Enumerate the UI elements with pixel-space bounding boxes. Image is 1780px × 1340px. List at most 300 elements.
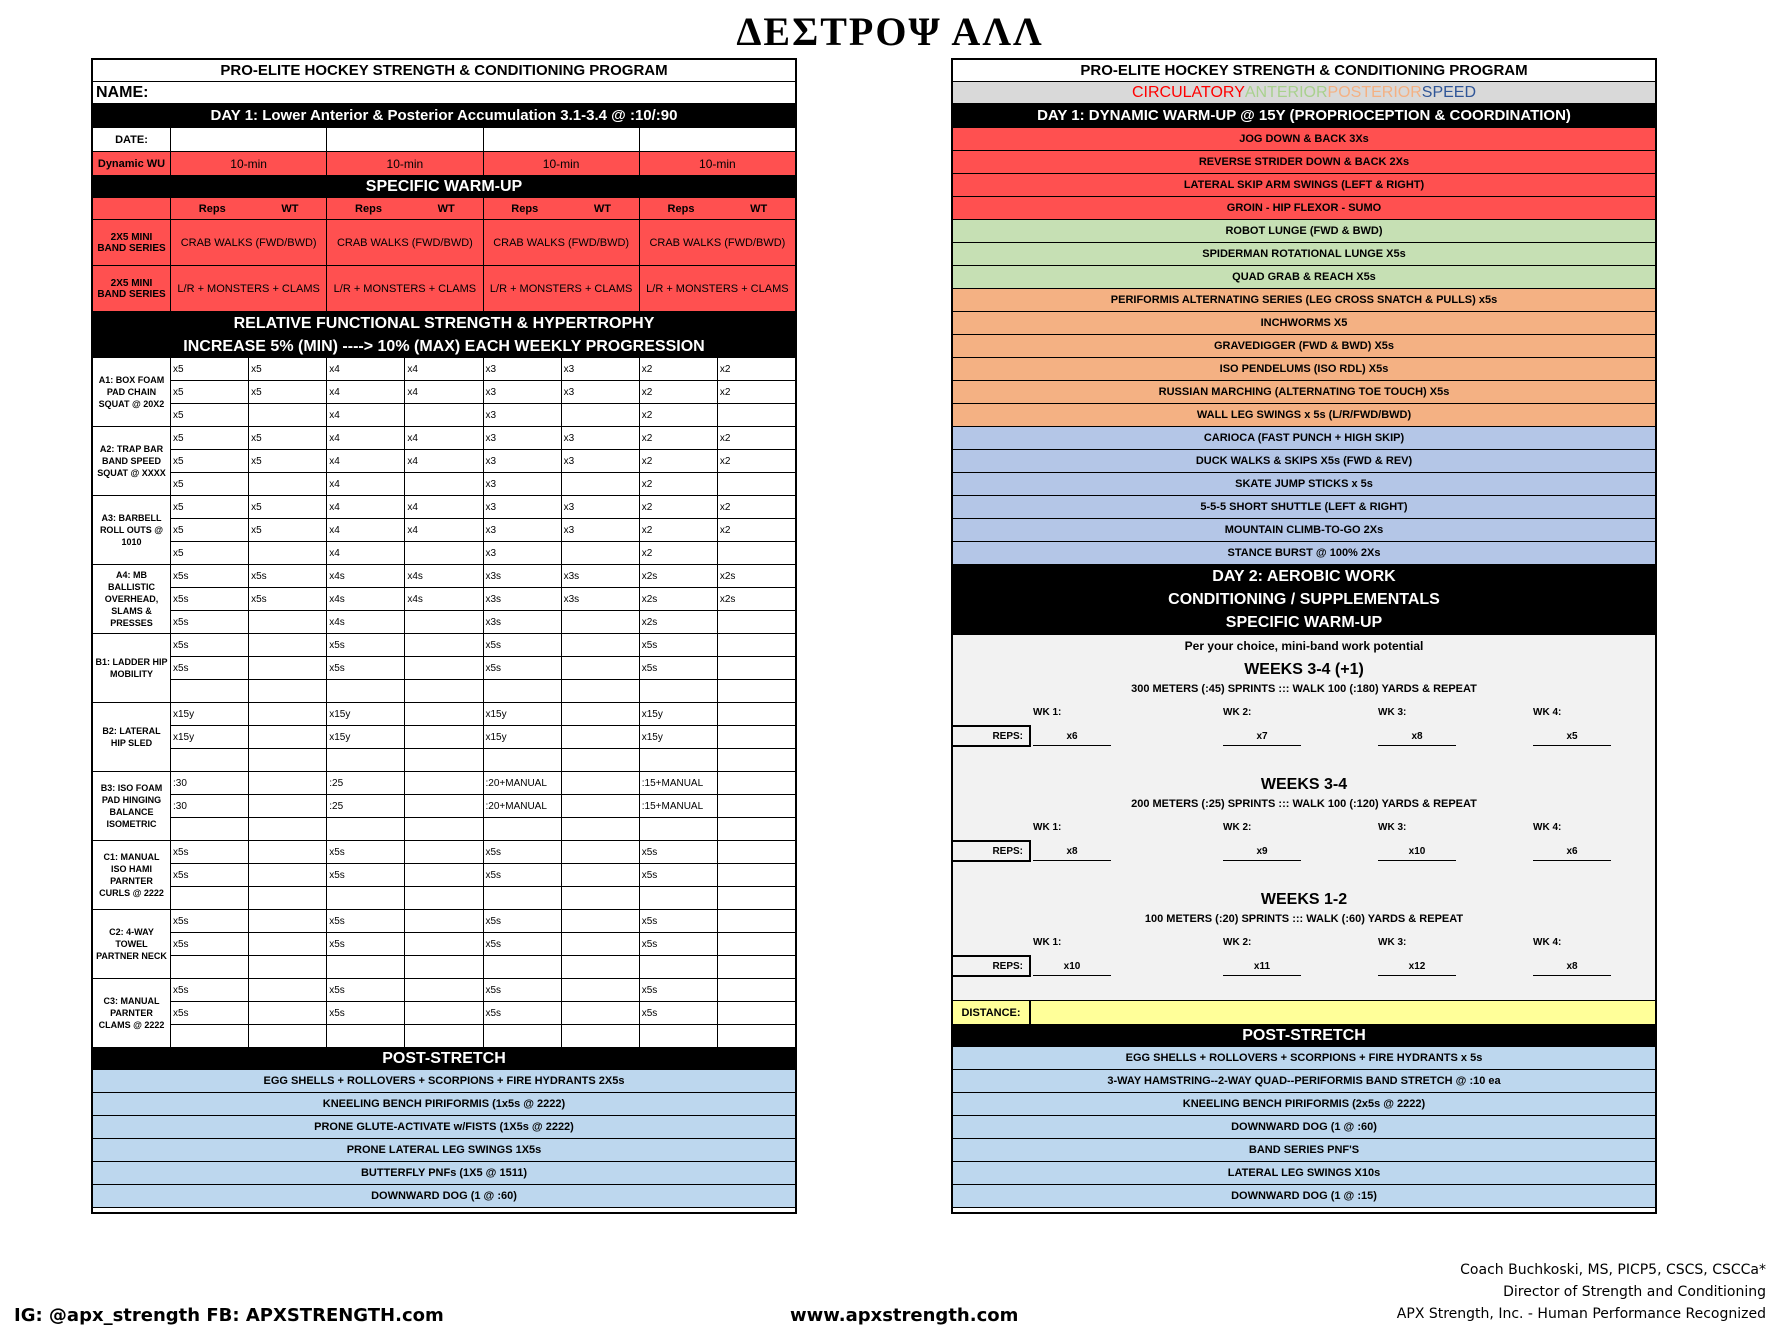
set-cell[interactable] <box>718 634 795 656</box>
set-cell[interactable]: x5 <box>249 519 327 541</box>
set-cell[interactable] <box>405 1002 483 1024</box>
social-handles: IG: @apx_strength FB: APXSTRENGTH.com <box>14 1305 444 1326</box>
set-cell[interactable]: x5s <box>171 1002 249 1024</box>
set-cell[interactable] <box>405 404 483 426</box>
set-cell[interactable]: x4s <box>327 611 405 633</box>
reps-value[interactable]: x6 <box>1033 728 1111 746</box>
set-cell[interactable] <box>562 795 640 817</box>
set-cell[interactable] <box>562 404 640 426</box>
set-cell[interactable]: x3 <box>562 358 640 380</box>
set-cell[interactable] <box>171 956 249 978</box>
set-cell[interactable]: x5s <box>327 933 405 955</box>
set-cell[interactable]: x5 <box>171 519 249 541</box>
set-cell[interactable]: x5s <box>484 634 562 656</box>
set-cell[interactable] <box>249 841 327 863</box>
set-cell[interactable] <box>718 542 795 564</box>
set-cell[interactable]: x4 <box>405 427 483 449</box>
set-cell[interactable]: x5 <box>171 473 249 495</box>
set-cell[interactable] <box>718 473 795 495</box>
set-cell[interactable] <box>718 795 795 817</box>
set-cell[interactable]: x5s <box>484 910 562 932</box>
rfs-header <box>93 312 795 358</box>
set-cell[interactable]: x5 <box>171 542 249 564</box>
set-cell[interactable]: x4 <box>327 358 405 380</box>
set-cell[interactable]: x4 <box>327 381 405 403</box>
set-cell[interactable] <box>249 910 327 932</box>
set-cell[interactable]: x5s <box>484 657 562 679</box>
set-cell[interactable] <box>718 841 795 863</box>
set-cell[interactable]: x15y <box>640 726 718 748</box>
set-cell[interactable]: x3 <box>484 519 562 541</box>
set-cell[interactable] <box>249 703 327 725</box>
set-cell[interactable]: :20+MANUAL <box>484 772 562 794</box>
set-cell[interactable]: x3 <box>562 496 640 518</box>
reps-value[interactable]: x9 <box>1223 843 1301 861</box>
set-cell[interactable]: x5s <box>327 910 405 932</box>
set-cell[interactable] <box>405 1025 483 1047</box>
set-cell[interactable] <box>484 680 562 702</box>
set-cell[interactable]: x5s <box>171 910 249 932</box>
week-label: WK 3: <box>1378 707 1407 718</box>
set-cell[interactable]: x3s <box>562 565 640 587</box>
set-cell[interactable] <box>249 795 327 817</box>
set-cell[interactable]: x4s <box>327 588 405 610</box>
set-cell[interactable] <box>484 749 562 771</box>
set-cell[interactable] <box>405 841 483 863</box>
set-cell[interactable] <box>249 749 327 771</box>
set-cell[interactable] <box>405 611 483 633</box>
set-cell[interactable]: x5s <box>327 841 405 863</box>
set-cell[interactable]: x5 <box>171 358 249 380</box>
warmup-item: WALL LEG SWINGS x 5s (L/R/FWD/BWD) <box>953 404 1655 427</box>
set-cell[interactable] <box>327 1025 405 1047</box>
set-cell[interactable] <box>249 956 327 978</box>
set-cell[interactable]: x5s <box>640 933 718 955</box>
date-input[interactable] <box>327 128 483 151</box>
set-cell[interactable]: x5s <box>640 1002 718 1024</box>
set-row <box>171 657 795 680</box>
set-cell[interactable]: x5s <box>327 864 405 886</box>
set-cell[interactable] <box>718 703 795 725</box>
set-cell[interactable] <box>405 749 483 771</box>
set-cell[interactable] <box>562 887 640 909</box>
post-stretch-header: POST-STRETCH <box>953 1025 1655 1047</box>
set-cell[interactable] <box>405 703 483 725</box>
set-cell[interactable]: x2s <box>640 565 718 587</box>
set-cell[interactable]: x5 <box>171 450 249 472</box>
set-cell[interactable]: x5s <box>171 588 249 610</box>
set-cell[interactable] <box>405 795 483 817</box>
set-cell[interactable] <box>718 818 795 840</box>
set-cell[interactable]: x4 <box>327 404 405 426</box>
warmup-item: STANCE BURST @ 100% 2Xs <box>953 542 1655 565</box>
date-input[interactable] <box>484 128 640 151</box>
set-cell[interactable]: x3 <box>562 427 640 449</box>
warmup-item: GROIN - HIP FLEXOR - SUMO <box>953 197 1655 220</box>
set-cell[interactable]: x4s <box>405 565 483 587</box>
warmup-item: GRAVEDIGGER (FWD & BWD) X5s <box>953 335 1655 358</box>
reps-value[interactable]: x8 <box>1378 728 1456 746</box>
set-cell[interactable]: x15y <box>327 703 405 725</box>
set-cell[interactable]: x5s <box>171 864 249 886</box>
week-label: WK 4: <box>1533 822 1562 833</box>
website-link[interactable]: www.apxstrength.com <box>790 1305 1019 1326</box>
set-cell[interactable] <box>171 680 249 702</box>
distance-label: DISTANCE: <box>953 1001 1031 1024</box>
set-cell[interactable] <box>249 864 327 886</box>
set-cell[interactable] <box>405 979 483 1001</box>
set-cell[interactable]: x15y <box>484 726 562 748</box>
set-cell[interactable] <box>171 1025 249 1047</box>
set-cell[interactable]: x5s <box>327 657 405 679</box>
reps-value[interactable]: x6 <box>1533 843 1611 861</box>
set-cell[interactable] <box>718 864 795 886</box>
set-cell[interactable] <box>562 657 640 679</box>
set-cell[interactable] <box>249 473 327 495</box>
set-cell[interactable] <box>562 1025 640 1047</box>
set-cell[interactable]: x5 <box>249 450 327 472</box>
reps-label: Reps <box>198 202 226 215</box>
set-cell[interactable] <box>171 749 249 771</box>
set-cell[interactable]: x5 <box>249 496 327 518</box>
set-cell[interactable]: x3 <box>484 496 562 518</box>
set-cell[interactable]: x2 <box>640 404 718 426</box>
coach-name: Coach Buchkoski, MS, PICP5, CSCS, CSCCa* <box>1460 1262 1766 1278</box>
set-cell[interactable] <box>484 956 562 978</box>
set-cell[interactable]: x2s <box>719 593 736 605</box>
set-cell[interactable] <box>718 956 795 978</box>
page-title: ΔΕΣΤΡΟΨ ΑΛΛ <box>736 9 1044 54</box>
stretch-item: KNEELING BENCH PIRIFORMIS (1x5s @ 2222) <box>93 1093 795 1116</box>
set-cell[interactable] <box>327 818 405 840</box>
set-cell[interactable]: x5s <box>484 933 562 955</box>
set-cell[interactable] <box>327 887 405 909</box>
set-cell[interactable]: x2 <box>640 496 718 518</box>
set-cell[interactable]: x5 <box>171 404 249 426</box>
set-cell[interactable]: x5s <box>171 841 249 863</box>
week-label: WK 1: <box>1033 822 1062 833</box>
set-cell[interactable]: x5s <box>640 634 718 656</box>
day-header: DAY 1: Lower Anterior & Posterior Accumulation 3.1-3.4 @ :10/:90 <box>93 104 795 128</box>
set-cell[interactable]: x4 <box>405 496 483 518</box>
set-cell[interactable]: x3 <box>562 450 640 472</box>
set-cell[interactable]: x5 <box>171 381 249 403</box>
set-cell[interactable]: x4s <box>327 565 405 587</box>
set-cell[interactable] <box>327 680 405 702</box>
set-cell[interactable]: x3 <box>484 427 562 449</box>
set-cell[interactable] <box>718 772 795 794</box>
set-cell[interactable]: x2 <box>640 473 718 495</box>
set-cell[interactable]: x5s <box>640 910 718 932</box>
set-cell[interactable] <box>562 1002 640 1024</box>
set-cell[interactable]: x3s <box>484 611 562 633</box>
set-cell[interactable]: :20+MANUAL <box>484 795 562 817</box>
set-cell[interactable] <box>405 864 483 886</box>
set-cell[interactable]: x5s <box>249 588 327 610</box>
set-cell[interactable] <box>249 404 327 426</box>
set-cell[interactable] <box>718 887 795 909</box>
set-cell[interactable] <box>718 933 795 955</box>
set-cell[interactable]: x2 <box>640 381 718 403</box>
reps-value[interactable]: x10 <box>1378 843 1456 861</box>
set-cell[interactable]: x2s <box>640 588 718 610</box>
set-row <box>171 772 795 795</box>
set-cell[interactable] <box>405 887 483 909</box>
set-cell[interactable] <box>562 979 640 1001</box>
set-cell[interactable]: x2 <box>719 524 731 536</box>
set-cell[interactable] <box>562 910 640 932</box>
set-cell[interactable]: x5 <box>249 358 327 380</box>
set-cell[interactable] <box>249 680 327 702</box>
set-cell[interactable]: x3 <box>484 450 562 472</box>
set-cell[interactable]: x5s <box>640 979 718 1001</box>
set-cell[interactable] <box>718 657 795 679</box>
name-field[interactable] <box>93 82 795 104</box>
set-cell[interactable] <box>249 772 327 794</box>
set-cell[interactable] <box>562 818 640 840</box>
set-cell[interactable] <box>327 749 405 771</box>
set-cell[interactable]: x5 <box>171 496 249 518</box>
set-cell[interactable] <box>562 749 640 771</box>
set-cell[interactable]: x5s <box>249 565 327 587</box>
set-cell[interactable] <box>484 818 562 840</box>
set-cell[interactable]: x3 <box>484 473 562 495</box>
wt-label: WT <box>593 202 611 215</box>
set-cell[interactable]: :25 <box>327 772 405 794</box>
set-cell[interactable] <box>405 933 483 955</box>
set-cell[interactable] <box>718 1002 795 1024</box>
reps-value[interactable]: x12 <box>1378 958 1456 976</box>
set-cell[interactable]: :25 <box>327 795 405 817</box>
set-cell[interactable]: x4 <box>405 450 483 472</box>
set-cell[interactable] <box>249 979 327 1001</box>
set-cell[interactable]: x2 <box>719 455 731 467</box>
set-cell[interactable]: x2 <box>719 501 731 513</box>
set-cell[interactable]: x5 <box>171 427 249 449</box>
set-cell[interactable]: x15y <box>484 703 562 725</box>
set-cell[interactable]: :30 <box>171 772 249 794</box>
sprint-description: 100 METERS (:20) SPRINTS ::: WALK (:60) YARDS & REPEAT <box>1144 913 1464 925</box>
set-cell[interactable] <box>562 611 640 633</box>
set-cell[interactable] <box>562 542 640 564</box>
set-cell[interactable]: x3s <box>484 588 562 610</box>
set-cell[interactable]: x5s <box>484 841 562 863</box>
set-row <box>171 473 795 495</box>
day1-header: DAY 1: DYNAMIC WARM-UP @ 15Y (PROPRIOCEPTION & COORDINATION) <box>953 104 1655 128</box>
set-cell[interactable]: x3 <box>484 542 562 564</box>
set-cell[interactable] <box>171 887 249 909</box>
set-cell[interactable] <box>405 542 483 564</box>
set-cell[interactable]: x5s <box>171 565 249 587</box>
set-cell[interactable]: x2s <box>719 570 736 582</box>
set-cell[interactable]: x3 <box>562 519 640 541</box>
set-cell[interactable] <box>718 979 795 1001</box>
set-cell[interactable]: x3 <box>484 358 562 380</box>
set-cell[interactable] <box>718 611 795 633</box>
set-cell[interactable] <box>249 1002 327 1024</box>
set-cell[interactable] <box>718 749 795 771</box>
set-cell[interactable] <box>640 680 718 702</box>
set-cell[interactable] <box>405 657 483 679</box>
set-row <box>171 427 795 450</box>
reps-value[interactable]: x11 <box>1223 958 1301 976</box>
set-cell[interactable]: x5s <box>484 1002 562 1024</box>
set-cell[interactable] <box>249 818 327 840</box>
set-cell[interactable]: x4 <box>405 381 483 403</box>
set-cell[interactable]: x4 <box>327 519 405 541</box>
set-cell[interactable] <box>249 726 327 748</box>
set-cell[interactable]: x4 <box>327 450 405 472</box>
set-cell[interactable] <box>405 818 483 840</box>
reps-value[interactable]: x8 <box>1033 843 1111 861</box>
set-cell[interactable]: x5s <box>171 933 249 955</box>
exercise-block <box>93 979 795 1048</box>
set-cell[interactable]: x5s <box>640 657 718 679</box>
set-cell[interactable]: x5s <box>171 657 249 679</box>
set-cell[interactable] <box>640 749 718 771</box>
set-cell[interactable] <box>718 1025 795 1047</box>
set-cell[interactable]: x5s <box>327 979 405 1001</box>
set-cell[interactable] <box>562 772 640 794</box>
set-cell[interactable]: x15y <box>640 703 718 725</box>
set-cell[interactable]: x5s <box>171 979 249 1001</box>
set-cell[interactable]: x2 <box>719 363 731 375</box>
set-cell[interactable] <box>718 910 795 932</box>
set-cell[interactable] <box>562 956 640 978</box>
set-cell[interactable]: x5s <box>640 841 718 863</box>
set-cell[interactable]: x2 <box>719 432 731 444</box>
set-row <box>171 933 795 956</box>
set-cell[interactable] <box>405 680 483 702</box>
set-cell[interactable] <box>405 726 483 748</box>
set-cell[interactable]: x2 <box>719 386 731 398</box>
set-cell[interactable]: x4 <box>327 427 405 449</box>
set-cell[interactable]: x15y <box>171 726 249 748</box>
set-cell[interactable]: x4 <box>327 542 405 564</box>
set-cell[interactable]: x2 <box>640 519 718 541</box>
set-cell[interactable]: x5s <box>327 634 405 656</box>
set-cell[interactable] <box>718 726 795 748</box>
set-cell[interactable] <box>562 841 640 863</box>
set-cell[interactable]: x2 <box>640 542 718 564</box>
set-cell[interactable]: x3 <box>484 404 562 426</box>
set-row <box>171 979 795 1002</box>
set-cell[interactable] <box>249 933 327 955</box>
distance-input[interactable] <box>1031 1001 1655 1024</box>
set-cell[interactable]: x3 <box>484 381 562 403</box>
set-cell[interactable] <box>562 933 640 955</box>
set-cell[interactable] <box>562 726 640 748</box>
set-cell[interactable] <box>405 910 483 932</box>
set-row <box>171 496 795 519</box>
set-cell[interactable]: :30 <box>171 795 249 817</box>
reps-value[interactable]: x5 <box>1533 728 1611 746</box>
set-cell[interactable]: x4 <box>327 496 405 518</box>
set-cell[interactable]: x2 <box>640 358 718 380</box>
set-cell[interactable] <box>249 1025 327 1047</box>
set-cell[interactable] <box>562 634 640 656</box>
set-cell[interactable]: x4s <box>405 588 483 610</box>
set-cell[interactable] <box>718 404 795 426</box>
set-cell[interactable]: x4 <box>405 358 483 380</box>
set-row <box>171 680 795 702</box>
set-cell[interactable] <box>249 611 327 633</box>
set-cell[interactable]: x5s <box>171 634 249 656</box>
set-cell[interactable] <box>484 1025 562 1047</box>
set-cell[interactable] <box>562 473 640 495</box>
set-cell[interactable]: x5s <box>484 864 562 886</box>
set-cell[interactable] <box>718 680 795 702</box>
stretch-item: DOWNWARD DOG (1 @ :60) <box>93 1185 795 1208</box>
set-cell[interactable] <box>640 956 718 978</box>
set-cell[interactable]: x5s <box>484 979 562 1001</box>
reps-value[interactable]: x10 <box>1033 958 1111 976</box>
set-cell[interactable] <box>249 657 327 679</box>
reps-value[interactable]: x7 <box>1223 728 1301 746</box>
set-cell[interactable] <box>640 1025 718 1047</box>
set-cell[interactable] <box>171 818 249 840</box>
set-cell[interactable]: x3s <box>562 588 640 610</box>
set-cell[interactable]: x3s <box>484 565 562 587</box>
set-cell[interactable] <box>484 887 562 909</box>
set-cell[interactable]: x15y <box>171 703 249 725</box>
set-cell[interactable]: x15y <box>327 726 405 748</box>
set-cell[interactable] <box>562 703 640 725</box>
dynamic-warmup-row <box>93 152 795 176</box>
set-cell[interactable]: x4 <box>405 519 483 541</box>
set-cell[interactable] <box>405 772 483 794</box>
day2-subtitle: CONDITIONING / SUPPLEMENTALS <box>1168 591 1440 608</box>
set-cell[interactable]: x2 <box>640 450 718 472</box>
set-cell[interactable] <box>640 887 718 909</box>
set-cell[interactable] <box>249 634 327 656</box>
name-label: NAME: <box>96 83 149 101</box>
band-value: L/R + MONSTERS + CLAMS <box>484 266 640 311</box>
set-cell[interactable]: x5s <box>327 1002 405 1024</box>
date-input[interactable] <box>640 128 795 151</box>
set-cell[interactable] <box>405 634 483 656</box>
set-cell[interactable] <box>640 818 718 840</box>
set-cell[interactable]: x5 <box>249 427 327 449</box>
set-cell[interactable]: x5s <box>640 864 718 886</box>
set-cell[interactable]: x2s <box>640 611 718 633</box>
post-stretch-list <box>93 1070 795 1208</box>
set-cell[interactable]: :15+MANUAL <box>640 795 718 817</box>
set-cell[interactable]: x2 <box>640 427 718 449</box>
day2-warmup-title: SPECIFIC WARM-UP <box>1225 614 1383 631</box>
reps-value[interactable]: x8 <box>1533 958 1611 976</box>
set-cell[interactable] <box>405 473 483 495</box>
reps-label: REPS: <box>953 955 1031 977</box>
set-cell[interactable] <box>405 956 483 978</box>
set-cell[interactable]: x5s <box>171 611 249 633</box>
day2-title: DAY 2: AEROBIC WORK <box>1212 568 1396 585</box>
set-cell[interactable] <box>327 956 405 978</box>
set-cell[interactable]: x5 <box>249 381 327 403</box>
set-cell[interactable]: x4 <box>327 473 405 495</box>
set-cell[interactable]: :15+MANUAL <box>640 772 718 794</box>
set-cell[interactable] <box>562 680 640 702</box>
stretch-item: PRONE GLUTE-ACTIVATE w/FISTS (1X5s @ 2222) <box>93 1116 795 1139</box>
date-input[interactable] <box>171 128 327 151</box>
legend-posterior: POSTERIOR <box>1327 83 1422 101</box>
set-cell[interactable]: x3 <box>562 381 640 403</box>
set-cell[interactable] <box>562 864 640 886</box>
set-cell[interactable] <box>249 542 327 564</box>
band-value: CRAB WALKS (FWD/BWD) <box>649 236 786 249</box>
date-row <box>93 128 795 152</box>
set-cell[interactable] <box>249 887 327 909</box>
